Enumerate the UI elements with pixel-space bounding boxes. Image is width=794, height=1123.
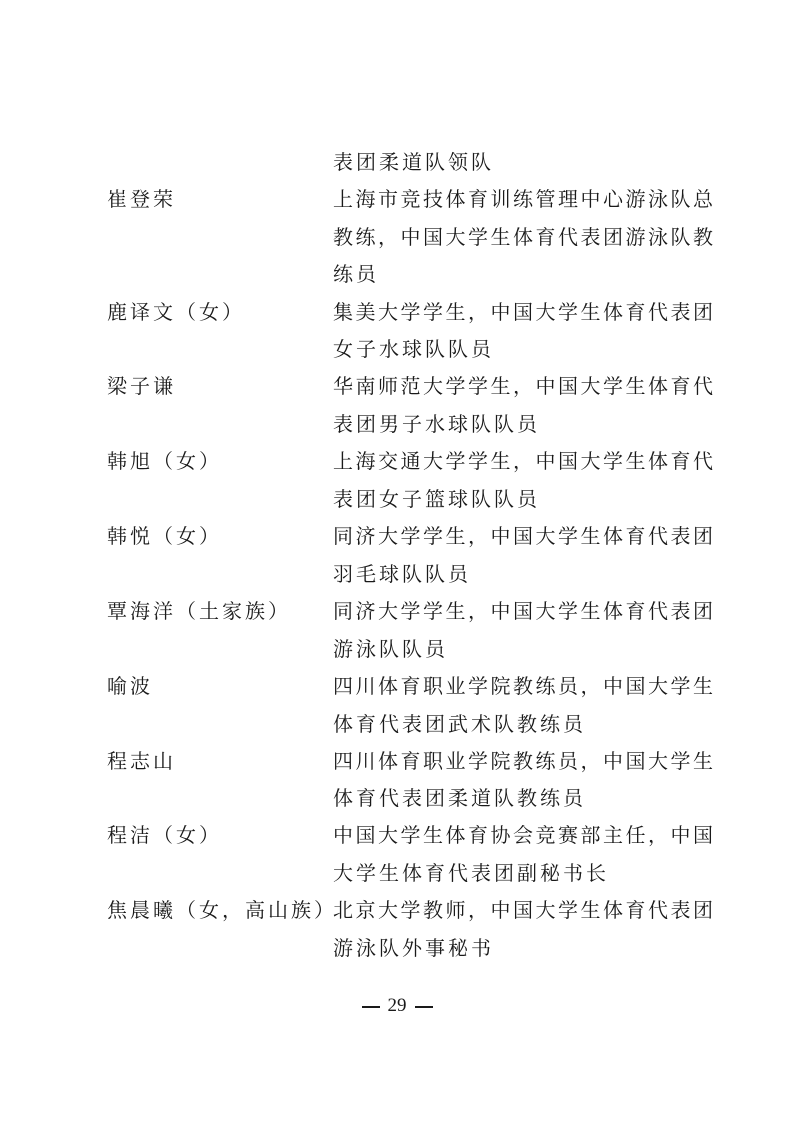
entry-6-name: 覃海洋（土家族） xyxy=(107,599,291,623)
entry-7-name: 喻波 xyxy=(107,674,153,698)
page-footer xyxy=(0,992,794,1020)
entry-3-line-1: 表团男子水球队队员 xyxy=(333,412,540,436)
entry-8-line-0: 四川体育职业学院教练员，中国大学生 xyxy=(333,749,713,773)
entry-2-line-1: 女子水球队队员 xyxy=(333,337,494,361)
entry-9-name: 程洁（女） xyxy=(107,823,222,847)
entry-10-line-0: 北京大学教师，中国大学生体育代表团 xyxy=(333,898,713,922)
entry-5-name: 韩悦（女） xyxy=(107,524,222,548)
entry-3-name: 梁子谦 xyxy=(107,374,176,398)
entry-8-line-1: 体育代表团柔道队教练员 xyxy=(333,786,586,810)
entry-3-line-0: 华南师范大学学生，中国大学生体育代 xyxy=(333,374,713,398)
entry-5-line-1: 羽毛球队队员 xyxy=(333,562,471,586)
footer-dash-left xyxy=(362,1006,380,1008)
entry-4-name: 韩旭（女） xyxy=(107,449,222,473)
entry-10-name: 焦晨曦（女，高山族） xyxy=(107,898,337,922)
page-number: 29 xyxy=(387,995,407,1016)
entry-6-line-0: 同济大学学生，中国大学生体育代表团 xyxy=(333,599,713,623)
entry-1-line-1: 教练，中国大学生体育代表团游泳队教 xyxy=(333,225,713,249)
entry-1-name: 崔登荣 xyxy=(107,187,176,211)
entry-6-line-1: 游泳队队员 xyxy=(333,637,448,661)
entry-2-name: 鹿译文（女） xyxy=(107,300,245,324)
entry-2-line-0: 集美大学学生，中国大学生体育代表团 xyxy=(333,300,713,324)
entry-4-line-1: 表团女子篮球队队员 xyxy=(333,487,540,511)
entry-8-name: 程志山 xyxy=(107,749,176,773)
entry-0-line-0: 表团柔道队领队 xyxy=(333,150,494,174)
footer-dash-right xyxy=(415,1006,433,1008)
entry-5-line-0: 同济大学学生，中国大学生体育代表团 xyxy=(333,524,713,548)
entry-7-line-0: 四川体育职业学院教练员，中国大学生 xyxy=(333,674,713,698)
entry-1-line-2: 练员 xyxy=(333,262,379,286)
entry-10-line-1: 游泳队外事秘书 xyxy=(333,936,494,960)
entry-4-line-0: 上海交通大学学生，中国大学生体育代 xyxy=(333,449,713,473)
entry-7-line-1: 体育代表团武术队教练员 xyxy=(333,712,586,736)
entry-9-line-1: 大学生体育代表团副秘书长 xyxy=(333,861,609,885)
entry-1-line-0: 上海市竞技体育训练管理中心游泳队总 xyxy=(333,187,713,211)
entry-9-line-0: 中国大学生体育协会竞赛部主任，中国 xyxy=(333,823,713,847)
